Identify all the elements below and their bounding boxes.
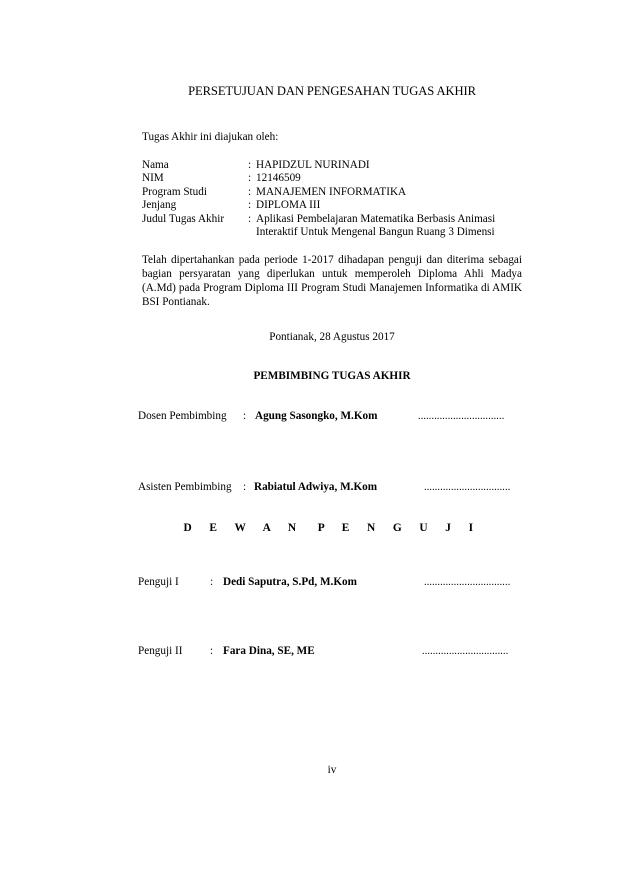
pembimbing-heading: PEMBIMBING TUGAS AKHIR bbox=[253, 370, 411, 382]
field-label-jenjang: Jenjang bbox=[142, 199, 177, 211]
signer-name-asisten-pembimbing: Rabiatul Adwiya, M.Kom bbox=[254, 481, 378, 493]
dewan-heading-word-2: P E N G U J I bbox=[317, 522, 481, 534]
field-value-program-studi: MANAJEMEN INFORMATIKA bbox=[256, 186, 407, 198]
signature-line: ................................ bbox=[424, 482, 511, 493]
field-label-nim: NIM bbox=[142, 172, 164, 184]
intro-text: Tugas Akhir ini diajukan oleh: bbox=[142, 131, 279, 143]
signature-line: ................................ bbox=[418, 411, 505, 422]
signer-role-asisten-pembimbing: Asisten Pembimbing bbox=[138, 481, 232, 493]
field-value-judul-line2: Interaktif Untuk Mengenal Bangun Ruang 3 Dimensi bbox=[256, 226, 495, 238]
field-value-nama: HAPIDZUL NURINADI bbox=[256, 159, 370, 171]
field-sep: : bbox=[248, 199, 252, 211]
signer-name-penguji-1: Dedi Saputra, S.Pd, M.Kom bbox=[223, 576, 357, 588]
dewan-heading-word-1: D E W A N bbox=[183, 522, 304, 534]
field-value-judul: Aplikasi Pembelajaran Matematika Berbasis Animasi bbox=[256, 213, 496, 225]
field-sep: : bbox=[248, 186, 252, 198]
signature-line: ................................ bbox=[422, 646, 509, 657]
field-label-judul: Judul Tugas Akhir bbox=[142, 213, 225, 225]
field-label-nama: Nama bbox=[142, 159, 169, 171]
field-sep: : bbox=[248, 159, 252, 171]
place-date: Pontianak, 28 Agustus 2017 bbox=[269, 331, 395, 343]
field-sep: : bbox=[248, 213, 252, 225]
signer-role-dosen-pembimbing: Dosen Pembimbing bbox=[138, 410, 227, 422]
signer-sep: : bbox=[210, 645, 214, 657]
field-value-jenjang: DIPLOMA III bbox=[256, 199, 321, 211]
signature-line: ................................ bbox=[424, 577, 511, 588]
signer-role-penguji-2: Penguji II bbox=[138, 645, 183, 657]
signer-sep: : bbox=[210, 576, 214, 588]
signer-role-penguji-1: Penguji I bbox=[138, 576, 179, 588]
signer-sep: : bbox=[243, 481, 247, 493]
page-number: iv bbox=[327, 764, 337, 776]
approval-paragraph: Telah dipertahankan pada periode 1-2017 dihadapan penguji dan diterima sebagai bagian persyaratan yang diperlukan untuk memperoleh Diploma Ahli Madya (A.Md) pada Program Diploma III Program Studi Manajemen Informatika di AMIK BSI Pontianak. bbox=[142, 254, 522, 308]
signer-sep: : bbox=[243, 410, 247, 422]
field-label-program-studi: Program Studi bbox=[142, 186, 207, 198]
page-title: PERSETUJUAN DAN PENGESAHAN TUGAS AKHIR bbox=[188, 84, 476, 98]
signer-name-dosen-pembimbing: Agung Sasongko, M.Kom bbox=[255, 410, 378, 422]
signer-name-penguji-2: Fara Dina, SE, ME bbox=[223, 645, 315, 657]
dewan-penguji-heading bbox=[0, 522, 620, 534]
field-value-nim: 12146509 bbox=[256, 172, 301, 184]
field-sep: : bbox=[248, 172, 252, 184]
